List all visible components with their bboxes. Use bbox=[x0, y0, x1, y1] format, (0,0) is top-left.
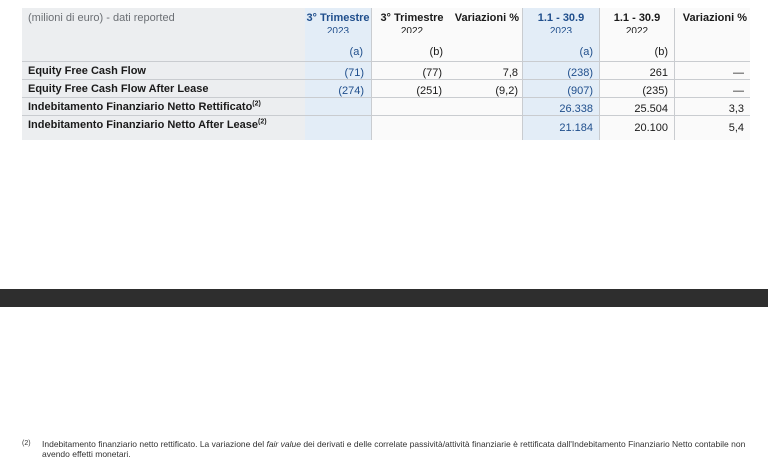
header-q3-2022-year: 2022 bbox=[400, 27, 424, 33]
footnote-ref: (2) bbox=[258, 118, 267, 126]
cell-value: (238) bbox=[567, 67, 593, 79]
header-q3-variation: Variazioni % bbox=[454, 12, 519, 24]
header-ytd-2023: 1.1 - 30.9 bbox=[537, 12, 585, 24]
cell-value: (71) bbox=[344, 67, 364, 79]
footnote-text-part: Indebitamento finanziario netto rettificato. La variazione del bbox=[42, 439, 267, 449]
header-divider bbox=[22, 61, 750, 62]
header-ytd-2022: 1.1 - 30.9 bbox=[613, 12, 661, 24]
footnote bbox=[22, 439, 752, 459]
cell-value: 5,4 bbox=[728, 122, 744, 134]
footnote-ref: (2) bbox=[252, 100, 261, 108]
footnote-text-part: dei derivati e delle correlate passività/attività finanziarie è rettificata dall'Indebitamento Finanziario Netto contabile non avendo effetti monetari. bbox=[42, 439, 746, 459]
column-divider bbox=[522, 8, 523, 140]
header-ytd-2023-year: 2023 bbox=[549, 27, 573, 33]
row-label-equity-fcf: Equity Free Cash Flow bbox=[28, 65, 146, 77]
header-q3-2023-year: 2023 bbox=[326, 27, 350, 33]
column-divider bbox=[599, 8, 600, 140]
cell-value: (235) bbox=[642, 85, 668, 97]
cell-value: (251) bbox=[416, 85, 442, 97]
page-divider-band bbox=[0, 289, 768, 307]
cell-value: — bbox=[733, 85, 744, 97]
financial-table bbox=[22, 8, 750, 140]
footnote-italic-term: fair value bbox=[266, 439, 301, 449]
header-q3-2022-code: (b) bbox=[429, 46, 443, 58]
cell-value: 261 bbox=[649, 67, 668, 79]
unit-label: (milioni di euro) - dati reported bbox=[28, 12, 175, 24]
cell-value: (907) bbox=[567, 85, 593, 97]
cell-value: 20.100 bbox=[634, 122, 668, 134]
header-q3-2023-code: (a) bbox=[349, 46, 363, 58]
row-label-text: Indebitamento Finanziario Netto Rettificato bbox=[28, 101, 253, 113]
header-q3-2022: 3° Trimestre bbox=[380, 12, 444, 24]
cell-value: 3,3 bbox=[728, 103, 744, 115]
cell-value: (77) bbox=[422, 67, 442, 79]
footnote-text bbox=[42, 439, 752, 459]
header-ytd-2022-year: 2022 bbox=[625, 27, 649, 33]
footnote-mark: (2) bbox=[22, 440, 31, 447]
cell-value: 21.184 bbox=[559, 122, 593, 134]
header-ytd-2023-code: (a) bbox=[579, 46, 593, 58]
column-divider bbox=[674, 8, 675, 140]
row-label-equity-fcf-after-lease: Equity Free Cash Flow After Lease bbox=[28, 83, 209, 95]
cell-value: (9,2) bbox=[495, 85, 518, 97]
header-q3-2023: 3° Trimestre bbox=[306, 12, 370, 24]
row-label-net-debt-after-lease bbox=[28, 119, 267, 132]
row-label-net-debt-adjusted bbox=[28, 101, 261, 114]
header-ytd-2022-code: (b) bbox=[654, 46, 668, 58]
cell-value: 25.504 bbox=[634, 103, 668, 115]
row-label-text: Indebitamento Finanziario Netto After Lease bbox=[28, 119, 259, 131]
cell-value: (274) bbox=[338, 85, 364, 97]
cell-value: 7,8 bbox=[502, 67, 518, 79]
header-ytd-variation: Variazioni % bbox=[682, 12, 747, 24]
cell-value: 26.338 bbox=[559, 103, 593, 115]
cell-value: — bbox=[733, 67, 744, 79]
